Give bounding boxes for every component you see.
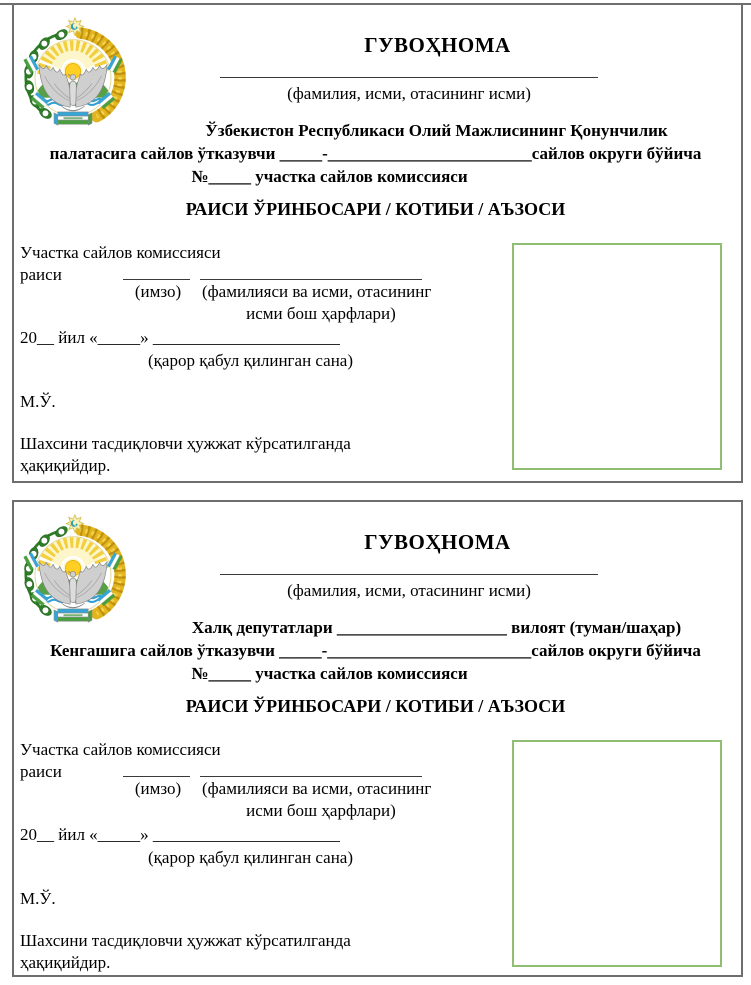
- full-name-blank-line: [220, 77, 598, 78]
- signature-caption: (имзо): [134, 282, 182, 301]
- uzbekistan-coat-of-arms-icon: [16, 514, 130, 626]
- seal-place-label: М.Ў.: [20, 392, 56, 411]
- subject-line-2: Кенгашига сайлов ўтказувчи _____-________________________сайлов округи бўйича: [50, 641, 701, 660]
- signature-blank-line: [123, 776, 190, 777]
- signature-blank-line: [123, 279, 190, 280]
- subject-line-1: Халқ депутатлари ____________________ вилоят (туман/шаҳар): [191, 618, 682, 637]
- validity-line-2: ҳақиқийдир.: [20, 953, 111, 972]
- photo-placeholder-box: [512, 740, 722, 967]
- subject-line-3: №_____ участка сайлов комиссияси: [191, 664, 468, 683]
- photo-placeholder-box: [512, 243, 722, 470]
- seal-place-label: М.Ў.: [20, 889, 56, 908]
- name-hint-line-2: исми бош ҳарфлари): [246, 801, 396, 820]
- date-line: 20__ йил «_____» ______________________: [20, 825, 340, 844]
- subject-line-2: палатасига сайлов ўтказувчи _____-________________________сайлов округи бўйича: [49, 144, 702, 163]
- chairman-name-blank-line: [200, 279, 422, 280]
- subject-line-1: Ўзбекистон Республикаси Олий Мажлисининг Қонунчилик: [205, 121, 668, 140]
- uzbekistan-coat-of-arms-icon: [16, 17, 130, 129]
- full-name-caption: (фамилия, исми, отасининг исми): [287, 84, 531, 103]
- full-name-blank-line: [220, 574, 598, 575]
- certificate-card-local-kengash: [12, 500, 743, 977]
- name-hint-line-1: (фамилияси ва исми, отасининг: [202, 282, 432, 301]
- name-hint-line-2: исми бош ҳарфлари): [246, 304, 396, 323]
- role-heading: РАИСИ ЎРИНБОСАРИ / КОТИБИ / АЪЗОСИ: [185, 199, 566, 219]
- full-name-caption: (фамилия, исми, отасининг исми): [287, 581, 531, 600]
- certificate-title: ГУВОҲНОМА: [364, 530, 511, 554]
- commission-line-2: раиси: [20, 762, 62, 781]
- name-hint-line-1: (фамилияси ва исми, отасининг: [202, 779, 432, 798]
- certificate-card-legislative-chamber: [12, 3, 743, 483]
- subject-line-3: №_____ участка сайлов комиссияси: [191, 167, 468, 186]
- date-caption: (қарор қабул қилинган сана): [148, 848, 354, 867]
- commission-line-2: раиси: [20, 265, 62, 284]
- validity-line-1: Шахсини тасдиқловчи ҳужжат кўрсатилганда: [20, 434, 351, 453]
- validity-line-1: Шахсини тасдиқловчи ҳужжат кўрсатилганда: [20, 931, 351, 950]
- commission-line-1: Участка сайлов комиссияси: [20, 740, 221, 759]
- validity-line-2: ҳақиқийдир.: [20, 456, 111, 475]
- date-caption: (қарор қабул қилинган сана): [148, 351, 354, 370]
- certificate-title: ГУВОҲНОМА: [364, 33, 511, 57]
- role-heading: РАИСИ ЎРИНБОСАРИ / КОТИБИ / АЪЗОСИ: [185, 696, 566, 716]
- signature-caption: (имзо): [134, 779, 182, 798]
- date-line: 20__ йил «_____» ______________________: [20, 328, 340, 347]
- chairman-name-blank-line: [200, 776, 422, 777]
- commission-line-1: Участка сайлов комиссияси: [20, 243, 221, 262]
